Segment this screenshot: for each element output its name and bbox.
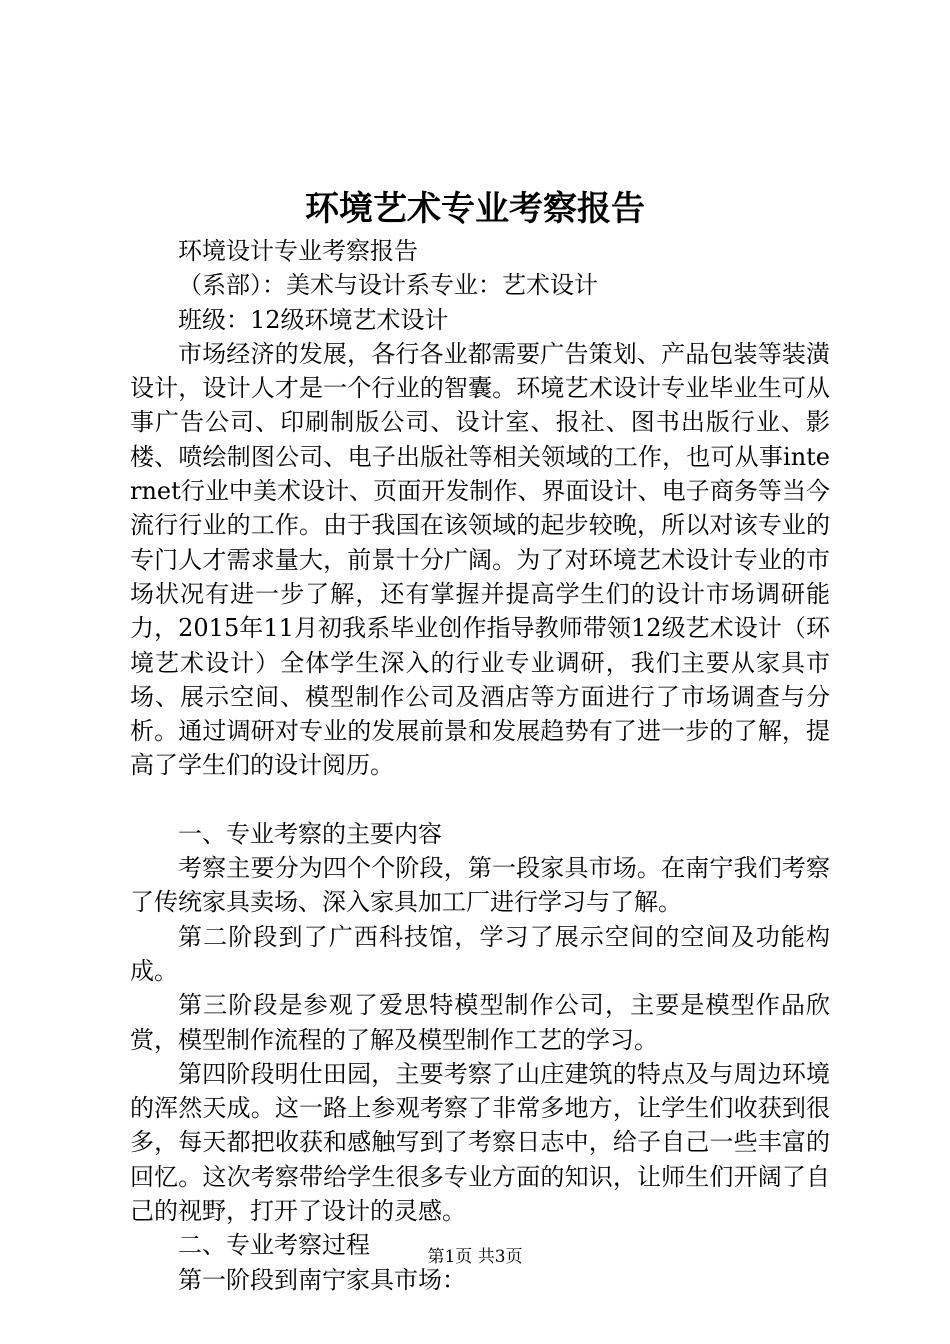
document-body [130, 234, 830, 1297]
section-heading-2: 二、专业考察过程 [178, 1231, 370, 1260]
stage-2-paragraph: 第二阶段到了广西科技馆，学习了展示空间的空间及功能构成。 [130, 922, 830, 985]
class-paragraph: 班级：12级环境艺术设计 [178, 305, 449, 334]
process-stage-1-paragraph: 第一阶段到南宁家具市场： [178, 1265, 466, 1294]
subtitle-paragraph: 环境设计专业考察报告 [178, 237, 418, 265]
document-title: 环境艺术专业考察报告 [305, 189, 645, 229]
stage-3-paragraph: 第三阶段是参观了爱思特模型制作公司，主要是模型作品欣赏，模型制作流程的了解及模型制作工艺的学习。 [130, 991, 830, 1054]
stage-4-paragraph: 第四阶段明仕田园，主要考察了山庄建筑的特点及与周边环境的浑然天成。这一路上参观考察了非常多地方，让学生们收获到很多，每天都把收获和感触写到了考察日志中，给子自己一些丰富的回忆。这次考察带给学生很多专业方面的知识，让师生们开阔了自己的视野，打开了设计的灵感。 [130, 1059, 830, 1226]
section-heading-1: 一、专业考察的主要内容 [178, 819, 442, 848]
department-paragraph: （系部）：美术与设计系专业：艺术设计 [178, 271, 598, 300]
page-number-footer: 第1页 共3页 [427, 1247, 523, 1267]
stage-1-paragraph: 考察主要分为四个个阶段，第一段家具市场。在南宁我们考察了传统家具卖场、深入家具加工厂进行学习与了解。 [130, 854, 830, 917]
intro-paragraph: 市场经济的发展，各行各业都需要广告策划、产品包装等装潢设计，设计人才是一个行业的智囊。环境艺术设计专业毕业生可从事广告公司、印刷制版公司、设计室、报社、图书出版行业、影楼、喷绘制图公司、电子出版社等相关领域的工作，也可从事internet行业中美术设计、页面开发制作、界面设计、电子商务等当今流行行业的工作。由于我国在该领域的起步较晚，所以对该专业的专门人才需求量大，前景十分广阔。为了对环境艺术设计专业的市场状况有进一步了解，还有掌握并提高学生们的设计市场调研能力，2015年11月初我系毕业创作指导教师带领12级艺术设计（环境艺术设计）全体学生深入的行业专业调研，我们主要从家具市场、展示空间、模型制作公司及酒店等方面进行了市场调查与分析。通过调研对专业的发展前景和发展趋势有了进一步的了解，提高了学生们的设计阅历。 [130, 339, 830, 780]
